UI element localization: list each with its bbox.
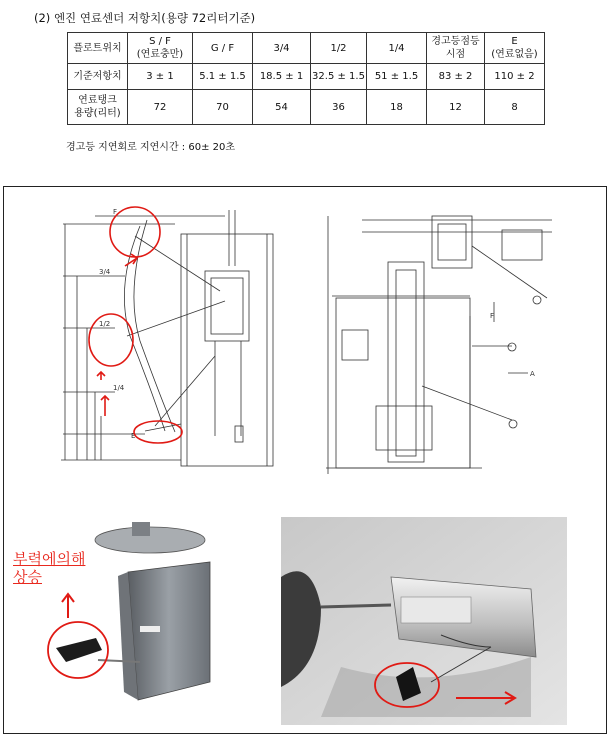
table-header-cell: 1/4 bbox=[367, 33, 427, 64]
table-header-cell bbox=[485, 33, 545, 64]
header-line: S / F bbox=[149, 36, 171, 47]
header-line: 시점 bbox=[445, 49, 466, 60]
buoyancy-label bbox=[13, 550, 85, 586]
pump-module-photo bbox=[281, 517, 567, 725]
svg-text:1/2: 1/2 bbox=[99, 320, 111, 328]
section-heading: (2) 엔진 연료센더 저항치(용량 72리터기준) bbox=[34, 11, 256, 25]
table-cell: 36 bbox=[311, 90, 367, 125]
row-label-line: 연료탱크 bbox=[78, 95, 117, 106]
svg-text:F: F bbox=[490, 312, 495, 320]
table-row-capacity bbox=[68, 90, 545, 125]
table-cell: 18.5 ± 1 bbox=[253, 64, 311, 90]
sender-schematic-right bbox=[322, 206, 562, 478]
table-cell: 72 bbox=[128, 90, 193, 125]
header-line: (연료충만) bbox=[136, 49, 184, 60]
table-header-cell: G / F bbox=[193, 33, 253, 64]
buoyancy-label-line2: 상승 bbox=[13, 568, 42, 586]
table-cell: 3 ± 1 bbox=[128, 64, 193, 90]
table-cell bbox=[68, 90, 128, 125]
header-line: E bbox=[511, 36, 518, 47]
row-label-line: 용량(리터) bbox=[74, 108, 121, 119]
table-cell: 83 ± 2 bbox=[427, 64, 485, 90]
table-header-cell: 3/4 bbox=[253, 33, 311, 64]
table-cell: 18 bbox=[367, 90, 427, 125]
svg-text:A: A bbox=[530, 370, 535, 378]
svg-text:F: F bbox=[113, 208, 118, 216]
table-cell: 51 ± 1.5 bbox=[367, 64, 427, 90]
pump-module-render bbox=[40, 512, 240, 726]
table-header-cell: 플로트위치 bbox=[68, 33, 128, 64]
sender-schematic-left bbox=[55, 196, 285, 478]
table-header-cell bbox=[427, 33, 485, 64]
table-cell: 110 ± 2 bbox=[485, 64, 545, 90]
delay-note: 경고등 지연회로 지연시간 : 60± 20초 bbox=[66, 142, 236, 153]
svg-text:3/4: 3/4 bbox=[99, 268, 111, 276]
header-line: 경고등점등 bbox=[431, 36, 480, 47]
table-cell: 70 bbox=[193, 90, 253, 125]
buoyancy-label-line1: 부력에의해 bbox=[13, 550, 86, 568]
resistance-table bbox=[67, 32, 545, 125]
table-cell: 32.5 ± 1.5 bbox=[311, 64, 367, 90]
table-header-row bbox=[68, 33, 545, 64]
table-row-resistance bbox=[68, 64, 545, 90]
header-line: (연료없음) bbox=[491, 49, 538, 60]
svg-text:E: E bbox=[131, 432, 136, 440]
table-header-cell: 1/2 bbox=[311, 33, 367, 64]
table-cell: 5.1 ± 1.5 bbox=[193, 64, 253, 90]
svg-text:1/4: 1/4 bbox=[113, 384, 125, 392]
table-cell: 12 bbox=[427, 90, 485, 125]
table-cell: 54 bbox=[253, 90, 311, 125]
table-header-cell bbox=[128, 33, 193, 64]
table-cell: 기준저항치 bbox=[68, 64, 128, 90]
table-cell: 8 bbox=[485, 90, 545, 125]
